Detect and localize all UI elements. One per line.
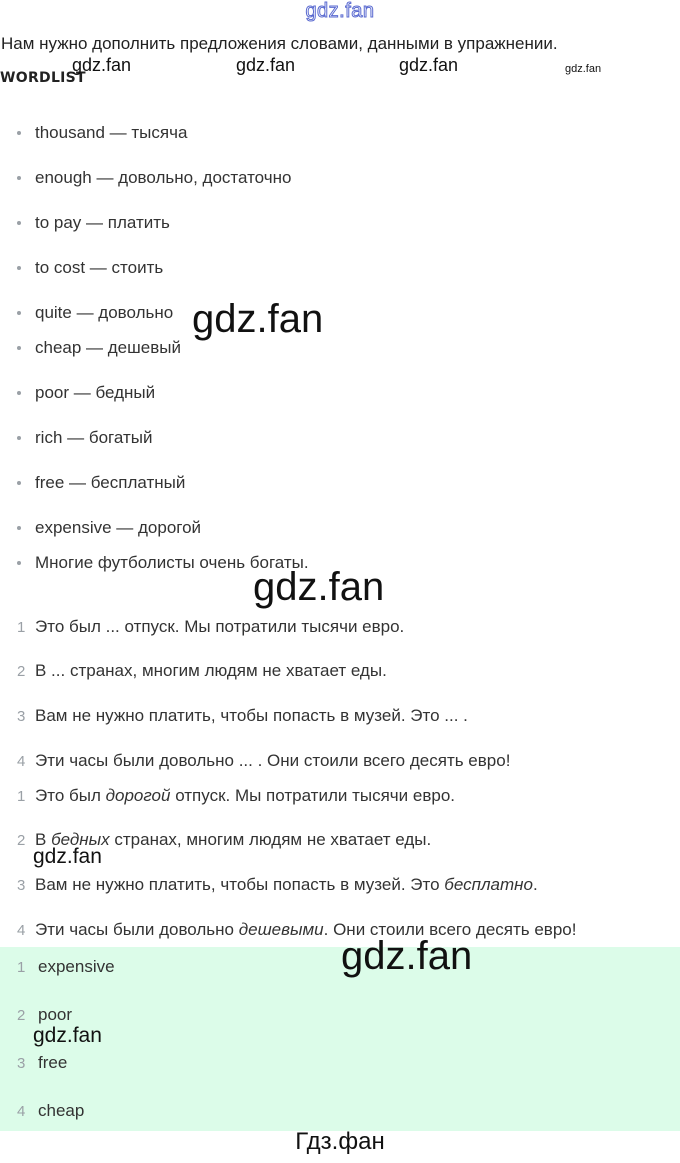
watermark-medium: gdz.fan [33, 845, 102, 868]
watermark-large: gdz.fan [192, 297, 324, 341]
filled-sentence: 2 В бедных странах, многим людям не хватает еды. [17, 830, 432, 849]
intro-text: Нам нужно дополнить предложения словами, данными в упражнении. [1, 34, 558, 53]
bullet-icon [17, 436, 21, 440]
answer-item: 1 expensive [17, 957, 115, 976]
wordlist-item: expensive — дорогой [17, 518, 201, 538]
bullet-icon [17, 176, 21, 180]
wordlist-item: rich — богатый [17, 428, 152, 448]
watermark-large: gdz.fan [341, 934, 473, 978]
bullet-icon [17, 481, 21, 485]
watermark-large: gdz.fan [253, 565, 385, 609]
bullet-icon [17, 346, 21, 350]
filled-sentence: 1 Это был дорогой отпуск. Мы потратили тысячи евро. [17, 786, 455, 805]
watermark-tiny: gdz.fan [565, 63, 602, 75]
wordlist-heading: WORDLIST [0, 70, 86, 86]
watermark-small: gdz.fan [72, 55, 132, 75]
watermark-medium: gdz.fan [33, 1024, 102, 1047]
wordlist-item: enough — довольно, достаточно [17, 168, 291, 188]
wordlist-item: free — бесплатный [17, 473, 185, 493]
wordlist-item: thousand — тысяча [17, 123, 187, 143]
wordlist-item: cheap — дешевый [17, 338, 181, 358]
question-item: 1 Это был ... отпуск. Мы потратили тысячи евро. [17, 617, 405, 636]
footer-watermark: Гдз.фан [295, 1128, 385, 1155]
bullet-icon [17, 311, 21, 315]
bullet-icon [17, 266, 21, 270]
wordlist-item: quite — довольно [17, 303, 173, 323]
answer-item: 3 free [17, 1053, 68, 1072]
bullet-icon [17, 221, 21, 225]
wordlist-item: Многие футболисты очень богаты. [17, 553, 309, 573]
answer-item: 2 poor [17, 1005, 73, 1024]
answer-item: 4 cheap [17, 1101, 85, 1120]
wordlist-item: to pay — платить [17, 213, 170, 233]
wordlist-item: poor — бедный [17, 383, 155, 403]
watermark-small: gdz.fan [399, 55, 459, 75]
question-item: 4 Эти часы были довольно ... . Они стоили всего десять евро! [17, 751, 511, 770]
watermark-small: gdz.fan [236, 55, 296, 75]
filled-sentence: 4 Эти часы были довольно дешевыми. Они стоили всего десять евро! [17, 920, 577, 939]
bullet-icon [17, 131, 21, 135]
question-item: 2 В ... странах, многим людям не хватает еды. [17, 661, 387, 680]
bullet-icon [17, 526, 21, 530]
bullet-icon [17, 561, 21, 565]
bullet-icon [17, 391, 21, 395]
filled-sentence: 3 Вам не нужно платить, чтобы попасть в музей. Это бесплатно. [17, 875, 538, 894]
wordlist-item: to cost — стоить [17, 258, 163, 278]
watermark-top: gdz.fan [305, 0, 375, 22]
question-item: 3 Вам не нужно платить, чтобы попасть в музей. Это ... . [17, 706, 468, 725]
